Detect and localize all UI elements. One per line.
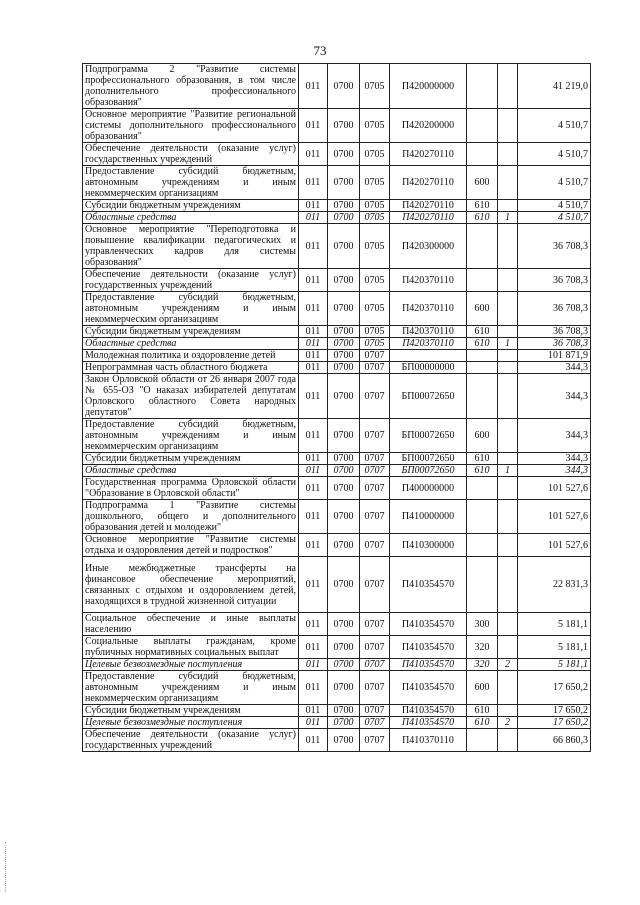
table-cell-amount: 22 831,3: [518, 557, 591, 613]
table-cell-section: 0700: [328, 465, 360, 477]
table-cell-name: Социальное обеспечение и иные выплаты населению: [83, 613, 299, 636]
table-cell-section: 0700: [328, 419, 360, 453]
table-cell-grbs: 011: [299, 374, 328, 419]
table-cell-funding-source: [498, 500, 518, 534]
table-cell-grbs: 011: [299, 269, 328, 292]
table-cell-funding-source: [498, 166, 518, 200]
table-cell-subsection: 0705: [360, 143, 390, 166]
table-cell-subsection: 0705: [360, 269, 390, 292]
table-cell-name: Субсидии бюджетным учреждениям: [83, 326, 299, 338]
table-cell-funding-source: [498, 200, 518, 212]
table-row: [83, 64, 591, 109]
table-cell-target-article: П410354570: [390, 557, 467, 613]
table-cell-name: Предоставление субсидий бюджетным, автономным учреждениям и иным некоммерческим организациям: [83, 166, 299, 200]
table-row: [83, 338, 591, 350]
table-cell-target-article: П420370110: [390, 338, 467, 350]
table-cell-grbs: 011: [299, 729, 328, 752]
table-cell-subsection: 0707: [360, 500, 390, 534]
table-cell-amount: 36 708,3: [518, 292, 591, 326]
table-cell-grbs: 011: [299, 557, 328, 613]
table-row: [83, 705, 591, 717]
table-cell-grbs: 011: [299, 292, 328, 326]
table-cell-target-article: П420270110: [390, 166, 467, 200]
table-cell-section: 0700: [328, 362, 360, 374]
table-cell-funding-source: [498, 419, 518, 453]
table-cell-expense-type: [467, 224, 498, 269]
table-cell-amount: 101 871,9: [518, 350, 591, 362]
table-cell-target-article: П410354570: [390, 659, 467, 671]
table-row: [83, 212, 591, 224]
table-cell-subsection: 0707: [360, 350, 390, 362]
table-cell-target-article: П410000000: [390, 500, 467, 534]
table-cell-expense-type: 300: [467, 613, 498, 636]
table-cell-expense-type: 610: [467, 338, 498, 350]
table-row: [83, 636, 591, 659]
table-cell-expense-type: 610: [467, 200, 498, 212]
table-cell-target-article: П420370110: [390, 326, 467, 338]
table-cell-name: Непрограммная часть областного бюджета: [83, 362, 299, 374]
table-cell-expense-type: 610: [467, 705, 498, 717]
table-cell-expense-type: [467, 64, 498, 109]
table-cell-amount: 101 527,6: [518, 534, 591, 557]
table-cell-amount: 101 527,6: [518, 477, 591, 500]
table-cell-section: 0700: [328, 269, 360, 292]
table-cell-funding-source: [498, 374, 518, 419]
table-cell-funding-source: [498, 453, 518, 465]
table-row: [83, 729, 591, 752]
table-cell-funding-source: [498, 269, 518, 292]
table-cell-amount: 36 708,3: [518, 326, 591, 338]
table-cell-name: Подпрограмма 2 "Развитие системы профессионального образования, в том числе дополнительного профессионального образования": [83, 64, 299, 109]
table-cell-section: 0700: [328, 64, 360, 109]
table-cell-amount: 344,3: [518, 419, 591, 453]
table-cell-name: Основное мероприятие "Развитие системы отдыха и оздоровления детей и подростков": [83, 534, 299, 557]
table-cell-amount: 17 650,2: [518, 671, 591, 705]
table-cell-subsection: 0705: [360, 212, 390, 224]
table-cell-funding-source: [498, 143, 518, 166]
table-cell-expense-type: [467, 269, 498, 292]
table-row: [83, 613, 591, 636]
table-cell-subsection: 0707: [360, 362, 390, 374]
table-cell-target-article: П420270110: [390, 143, 467, 166]
table-cell-target-article: П420300000: [390, 224, 467, 269]
table-cell-expense-type: 320: [467, 636, 498, 659]
table-cell-section: 0700: [328, 705, 360, 717]
table-row: [83, 477, 591, 500]
table-cell-target-article: П410354570: [390, 671, 467, 705]
table-cell-funding-source: [498, 613, 518, 636]
table-cell-grbs: 011: [299, 534, 328, 557]
table-cell-target-article: П420000000: [390, 64, 467, 109]
table-cell-amount: 36 708,3: [518, 224, 591, 269]
table-cell-funding-source: [498, 557, 518, 613]
table-cell-grbs: 011: [299, 350, 328, 362]
table-cell-target-article: БП00072650: [390, 465, 467, 477]
table-cell-funding-source: 1: [498, 212, 518, 224]
table-cell-name: Социальные выплаты гражданам, кроме публичных нормативных социальных выплат: [83, 636, 299, 659]
table-cell-expense-type: 600: [467, 671, 498, 705]
table-cell-grbs: 011: [299, 338, 328, 350]
table-cell-section: 0700: [328, 109, 360, 143]
table-row: [83, 292, 591, 326]
table-cell-subsection: 0707: [360, 419, 390, 453]
table-cell-expense-type: 610: [467, 717, 498, 729]
table-cell-amount: 344,3: [518, 453, 591, 465]
table-cell-subsection: 0707: [360, 557, 390, 613]
table-cell-subsection: 0707: [360, 717, 390, 729]
table-cell-section: 0700: [328, 613, 360, 636]
table-cell-target-article: БП00000000: [390, 362, 467, 374]
table-cell-subsection: 0707: [360, 465, 390, 477]
table-cell-name: Молодежная политика и оздоровление детей: [83, 350, 299, 362]
table-cell-target-article: П410370110: [390, 729, 467, 752]
table-cell-name: Целевые безвозмездные поступления: [83, 717, 299, 729]
table-cell-name: Основное мероприятие "Развитие региональной системы дополнительного профессионального образования": [83, 109, 299, 143]
table-row: [83, 500, 591, 534]
table-cell-subsection: 0705: [360, 109, 390, 143]
table-cell-amount: 66 860,3: [518, 729, 591, 752]
table-cell-name: Подпрограмма 1 "Развитие системы дошкольного, общего и дополнительного образования детей и молодежи": [83, 500, 299, 534]
table-cell-expense-type: 610: [467, 326, 498, 338]
table-row: [83, 224, 591, 269]
table-cell-section: 0700: [328, 671, 360, 705]
table-cell-expense-type: [467, 557, 498, 613]
table-row: [83, 326, 591, 338]
table-cell-subsection: 0705: [360, 292, 390, 326]
table-cell-grbs: 011: [299, 224, 328, 269]
table-cell-target-article: П420370110: [390, 269, 467, 292]
table-cell-expense-type: 610: [467, 453, 498, 465]
table-cell-subsection: 0705: [360, 166, 390, 200]
table-cell-grbs: 011: [299, 477, 328, 500]
table-cell-subsection: 0707: [360, 374, 390, 419]
table-cell-funding-source: [498, 64, 518, 109]
table-cell-amount: 344,3: [518, 465, 591, 477]
table-cell-target-article: П410354570: [390, 717, 467, 729]
table-cell-amount: 36 708,3: [518, 338, 591, 350]
table-cell-subsection: 0707: [360, 705, 390, 717]
table-cell-funding-source: [498, 729, 518, 752]
table-row: [83, 534, 591, 557]
table-row: [83, 362, 591, 374]
table-cell-grbs: 011: [299, 64, 328, 109]
table-cell-subsection: 0705: [360, 200, 390, 212]
table-cell-grbs: 011: [299, 671, 328, 705]
table-cell-grbs: 011: [299, 109, 328, 143]
table-cell-target-article: БП00072650: [390, 453, 467, 465]
table-cell-amount: 17 650,2: [518, 705, 591, 717]
table-cell-section: 0700: [328, 534, 360, 557]
table-cell-subsection: 0705: [360, 338, 390, 350]
table-row: [83, 419, 591, 453]
table-cell-expense-type: 610: [467, 465, 498, 477]
table-cell-expense-type: [467, 477, 498, 500]
table-cell-amount: 344,3: [518, 362, 591, 374]
table-cell-expense-type: 610: [467, 212, 498, 224]
table-cell-section: 0700: [328, 500, 360, 534]
table-cell-funding-source: [498, 477, 518, 500]
table-cell-section: 0700: [328, 729, 360, 752]
table-cell-subsection: 0707: [360, 729, 390, 752]
table-row: [83, 200, 591, 212]
table-cell-name: Областные средства: [83, 338, 299, 350]
table-cell-section: 0700: [328, 350, 360, 362]
table-cell-subsection: 0707: [360, 659, 390, 671]
table-cell-grbs: 011: [299, 212, 328, 224]
table-cell-target-article: П420270110: [390, 212, 467, 224]
table-cell-subsection: 0705: [360, 326, 390, 338]
table-cell-target-article: П400000000: [390, 477, 467, 500]
table-cell-name: Основное мероприятие "Переподготовка и повышение квалификации педагогических и управленческих кадров для системы образования": [83, 224, 299, 269]
table-cell-expense-type: [467, 143, 498, 166]
table-cell-name: Закон Орловской области от 26 января 2007 года № 655-ОЗ "О наказах избирателей депутатам Орловского областного Совета народных депутатов": [83, 374, 299, 419]
table-cell-grbs: 011: [299, 636, 328, 659]
table-cell-amount: 344,3: [518, 374, 591, 419]
table-cell-funding-source: [498, 350, 518, 362]
table-cell-amount: 101 527,6: [518, 500, 591, 534]
table-cell-amount: 5 181,1: [518, 636, 591, 659]
table-cell-subsection: 0707: [360, 453, 390, 465]
table-cell-expense-type: 600: [467, 419, 498, 453]
table-cell-target-article: П420270110: [390, 200, 467, 212]
table-cell-name: Обеспечение деятельности (оказание услуг) государственных учреждений: [83, 729, 299, 752]
table-cell-target-article: П420200000: [390, 109, 467, 143]
table-cell-grbs: 011: [299, 143, 328, 166]
table-cell-amount: 4 510,7: [518, 200, 591, 212]
table-cell-expense-type: [467, 350, 498, 362]
table-cell-target-article: П420370110: [390, 292, 467, 326]
table-cell-name: Государственная программа Орловской области "Образование в Орловской области": [83, 477, 299, 500]
table-cell-expense-type: [467, 534, 498, 557]
table-cell-grbs: 011: [299, 613, 328, 636]
table-cell-name: Субсидии бюджетным учреждениям: [83, 200, 299, 212]
table-cell-target-article: БП00072650: [390, 419, 467, 453]
table-cell-section: 0700: [328, 326, 360, 338]
table-row: [83, 671, 591, 705]
table-cell-grbs: 011: [299, 200, 328, 212]
table-cell-amount: 4 510,7: [518, 166, 591, 200]
table-cell-subsection: 0705: [360, 224, 390, 269]
table-cell-amount: 36 708,3: [518, 269, 591, 292]
table-cell-expense-type: [467, 362, 498, 374]
table-cell-expense-type: 320: [467, 659, 498, 671]
table-cell-funding-source: [498, 534, 518, 557]
table-cell-subsection: 0705: [360, 64, 390, 109]
table-cell-name: Предоставление субсидий бюджетным, автономным учреждениям и иным некоммерческим организациям: [83, 671, 299, 705]
table-row: [83, 453, 591, 465]
table-cell-name: Субсидии бюджетным учреждениям: [83, 705, 299, 717]
table-cell-funding-source: [498, 292, 518, 326]
table-cell-grbs: 011: [299, 717, 328, 729]
table-cell-funding-source: [498, 224, 518, 269]
table-cell-target-article: П410354570: [390, 705, 467, 717]
table-row: [83, 465, 591, 477]
table-row: [83, 109, 591, 143]
table-cell-name: Областные средства: [83, 465, 299, 477]
table-row: [83, 659, 591, 671]
table-cell-grbs: 011: [299, 500, 328, 534]
budget-table: [82, 63, 591, 752]
table-cell-name: Областные средства: [83, 212, 299, 224]
table-cell-section: 0700: [328, 374, 360, 419]
table-cell-funding-source: [498, 362, 518, 374]
table-cell-name: Целевые безвозмездные поступления: [83, 659, 299, 671]
table-cell-funding-source: 1: [498, 465, 518, 477]
table-row: [83, 269, 591, 292]
table-cell-amount: 4 510,7: [518, 143, 591, 166]
table-cell-amount: 4 510,7: [518, 212, 591, 224]
table-cell-funding-source: [498, 326, 518, 338]
table-row: [83, 374, 591, 419]
table-cell-target-article: П410354570: [390, 613, 467, 636]
table-cell-name: Субсидии бюджетным учреждениям: [83, 453, 299, 465]
table-cell-subsection: 0707: [360, 636, 390, 659]
table-cell-section: 0700: [328, 477, 360, 500]
table-cell-funding-source: 2: [498, 717, 518, 729]
table-cell-name: Предоставление субсидий бюджетным, автономным учреждениям и иным некоммерческим организациям: [83, 419, 299, 453]
table-cell-grbs: 011: [299, 166, 328, 200]
table-cell-grbs: 011: [299, 659, 328, 671]
table-cell-section: 0700: [328, 453, 360, 465]
table-cell-section: 0700: [328, 200, 360, 212]
table-cell-grbs: 011: [299, 465, 328, 477]
table-cell-subsection: 0707: [360, 534, 390, 557]
table-cell-subsection: 0707: [360, 671, 390, 705]
table-cell-section: 0700: [328, 338, 360, 350]
table-row: [83, 557, 591, 613]
table-cell-name: Предоставление субсидий бюджетным, автономным учреждениям и иным некоммерческим организациям: [83, 292, 299, 326]
table-cell-target-article: БП00072650: [390, 374, 467, 419]
table-cell-section: 0700: [328, 166, 360, 200]
table-cell-grbs: 011: [299, 326, 328, 338]
table-cell-expense-type: 600: [467, 292, 498, 326]
table-cell-target-article: П410354570: [390, 636, 467, 659]
table-row: [83, 350, 591, 362]
page-number: 73: [313, 43, 327, 58]
table-cell-expense-type: [467, 729, 498, 752]
table-cell-name: Обеспечение деятельности (оказание услуг) государственных учреждений: [83, 269, 299, 292]
table-cell-grbs: 011: [299, 453, 328, 465]
table-cell-grbs: 011: [299, 419, 328, 453]
table-cell-funding-source: [498, 705, 518, 717]
table-cell-expense-type: [467, 109, 498, 143]
table-cell-funding-source: [498, 671, 518, 705]
table-cell-expense-type: [467, 500, 498, 534]
table-row: [83, 717, 591, 729]
table-cell-section: 0700: [328, 659, 360, 671]
table-cell-subsection: 0707: [360, 613, 390, 636]
table-cell-amount: 41 219,0: [518, 64, 591, 109]
table-cell-funding-source: [498, 109, 518, 143]
table-cell-section: 0700: [328, 143, 360, 166]
table-cell-section: 0700: [328, 212, 360, 224]
table-cell-expense-type: [467, 374, 498, 419]
table-cell-section: 0700: [328, 292, 360, 326]
table-cell-target-article: П410300000: [390, 534, 467, 557]
table-cell-section: 0700: [328, 636, 360, 659]
table-cell-expense-type: 600: [467, 166, 498, 200]
table-row: [83, 166, 591, 200]
table-cell-grbs: 011: [299, 362, 328, 374]
table-row: [83, 143, 591, 166]
table-cell-amount: 4 510,7: [518, 109, 591, 143]
table-cell-name: Обеспечение деятельности (оказание услуг) государственных учреждений: [83, 143, 299, 166]
table-cell-section: 0700: [328, 557, 360, 613]
table-cell-section: 0700: [328, 224, 360, 269]
table-cell-grbs: 011: [299, 705, 328, 717]
table-cell-amount: 5 181,1: [518, 659, 591, 671]
table-cell-amount: 17 650,2: [518, 717, 591, 729]
table-cell-amount: 5 181,1: [518, 613, 591, 636]
table-cell-section: 0700: [328, 717, 360, 729]
table-cell-funding-source: [498, 636, 518, 659]
table-cell-subsection: 0707: [360, 477, 390, 500]
table-cell-name: Иные межбюджетные трансферты на финансовое обеспечение мероприятий, связанных с отдыхом и оздоровлением детей, находящихся в трудной жизненной ситуации: [83, 557, 299, 613]
scan-margin-mark: [5, 842, 7, 892]
table-cell-funding-source: 2: [498, 659, 518, 671]
table-cell-target-article: [390, 350, 467, 362]
table-cell-funding-source: 1: [498, 338, 518, 350]
